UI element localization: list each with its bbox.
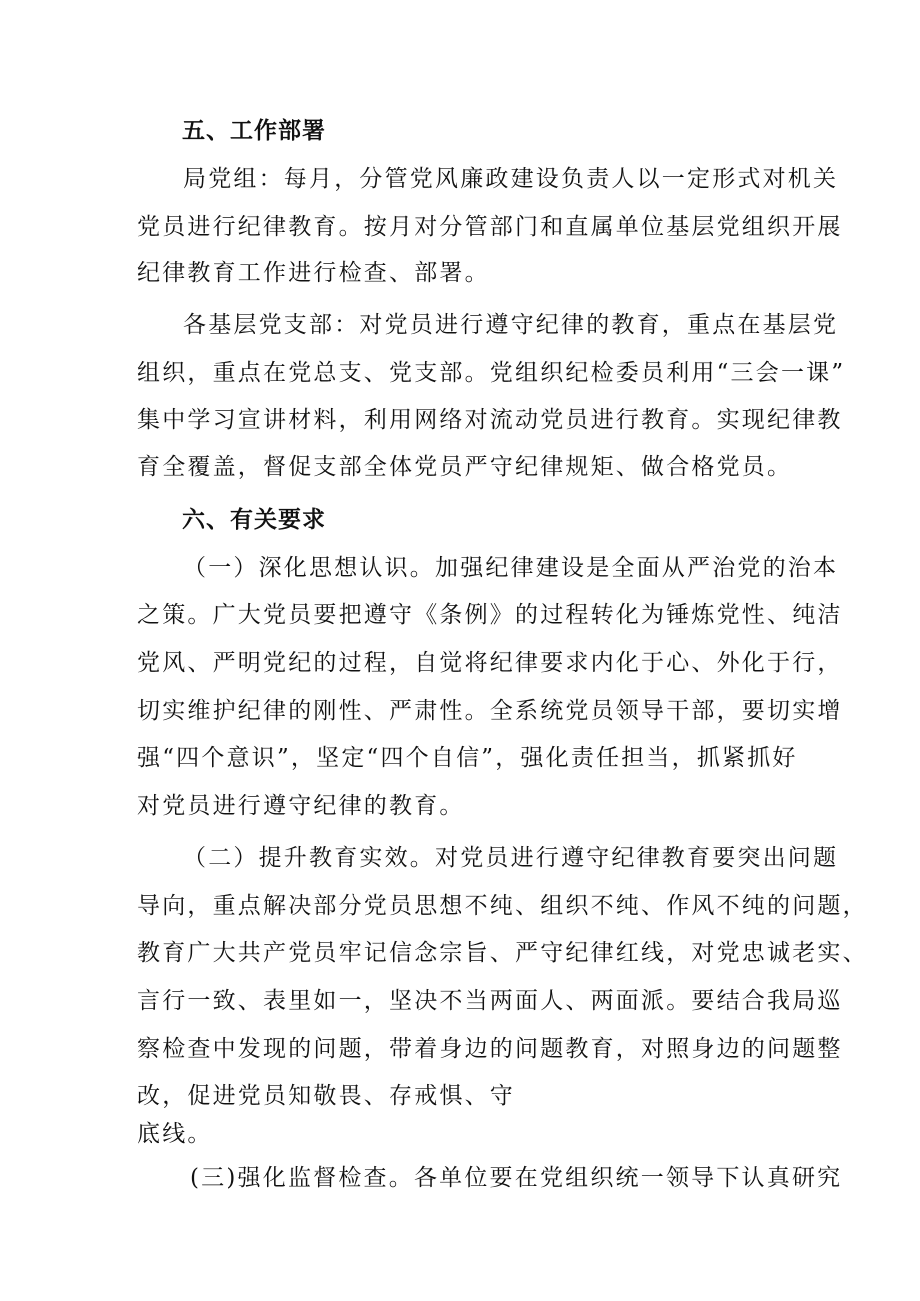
para-line: 组织，重点在党总支、党支部。党组织纪检委员利用“三会一课” [137, 360, 846, 386]
para-line: 改，促进党员知敬畏、存戒惧、守 [137, 1083, 515, 1109]
para-line: 党风、严明党纪的过程，自觉将纪律要求内化于心、外化于行， [137, 650, 843, 676]
para-line: 察检查中发现的问题，带着身边的问题教育，对照身边的问题整 [137, 1036, 843, 1062]
para-line: 教育广大共产党员牢记信念宗旨、严守纪律红线，对党忠诚老实、 [137, 940, 868, 966]
para-line: 底线。 [137, 1121, 213, 1147]
para-line: 纪律教育工作进行检查、部署。 [137, 260, 490, 286]
para-line: 切实维护纪律的刚性、严肃性。全系统党员领导干部，要切实增 [137, 698, 843, 724]
heading-six: 六、有关要求 [182, 507, 326, 533]
heading-five: 五、工作部署 [182, 118, 326, 144]
para-line: （一）深化思想认识。加强纪律建设是全面从严治党的治本 [183, 555, 839, 581]
para-line: （二）提升教育实效。对党员进行遵守纪律教育要突出问题 [183, 845, 839, 871]
para-line: 对党员进行遵守纪律的教育。 [137, 793, 465, 819]
para-line: 各基层党支部：对党员进行遵守纪律的教育，重点在基层党 [183, 312, 839, 338]
para-line: 集中学习宣讲材料，利用网络对流动党员进行教育。实现纪律教 [137, 407, 843, 433]
para-line: 强“四个意识”，坚定“四个自信”，强化责任担当，抓紧抓好 [137, 745, 798, 771]
para-line: 育全覆盖，督促支部全体党员严守纪律规矩、做合格党员。 [137, 454, 793, 480]
para-line: (三)强化监督检查。各单位要在党组织统一领导下认真研究 [190, 1165, 843, 1191]
para-line: 导向，重点解决部分党员思想不纯、组织不纯、作风不纯的问题， [137, 893, 868, 919]
para-line: 党员进行纪律教育。按月对分管部门和直属单位基层党组织开展 [137, 214, 843, 240]
para-line: 之策。广大党员要把遵守《条例》的过程转化为锤炼党性、纯洁 [137, 602, 843, 628]
para-line: 言行一致、表里如一，坚决不当两面人、两面派。要结合我局巡 [137, 988, 843, 1014]
para-line: 局党组：每月，分管党风廉政建设负责人以一定形式对机关 [183, 166, 839, 192]
